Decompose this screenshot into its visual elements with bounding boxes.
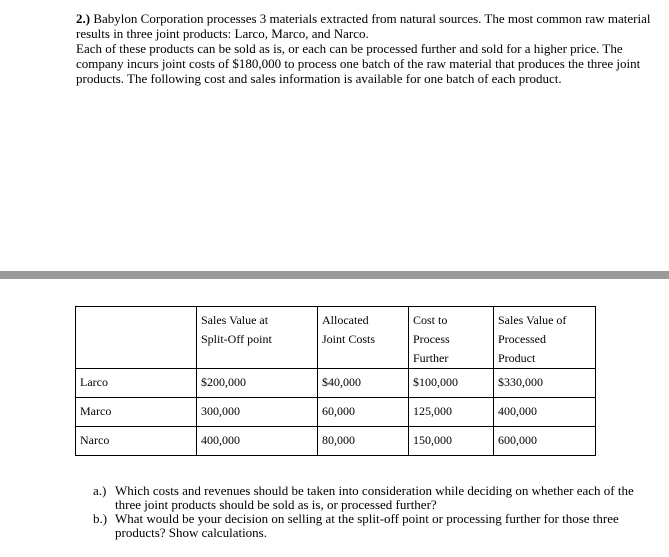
split-off-value: $200,000 [197,369,318,398]
header-line: Process [413,332,450,346]
question-text: Which costs and revenues should be taken into consideration while deciding on whether each of the three joint products should be sold as is, or processed further? [115,483,634,512]
problem-number: 2.) [76,11,91,26]
header-line: Split-Off point [201,332,272,346]
table-row [76,427,596,456]
question-item [93,484,653,512]
header-line: Product [498,351,536,365]
question-label: a.) [93,483,107,498]
joint-costs-value: 60,000 [318,398,409,427]
problem-intro [76,11,656,41]
split-off-value: 400,000 [197,427,318,456]
header-line: Further [413,351,449,365]
header-split-off [197,307,318,369]
header-cell-empty [76,307,197,369]
processed-value: $330,000 [494,369,596,398]
problem-statement [76,11,656,86]
processed-value: 600,000 [494,427,596,456]
split-off-value: 300,000 [197,398,318,427]
problem-detail: Each of these products can be sold as is, or each can be processed further and sold for a higher price. The company incurs joint costs of $180,000 to process one batch of the raw material that produces the three joint products. The following cost and sales information is available for one batch of each product. [76,41,641,86]
problem-intro-text: Babylon Corporation processes 3 materials extracted from natural sources. The most common raw material results in three joint products: Larco, Marco, and Narco. [76,11,651,41]
table-row [76,398,596,427]
header-line: Allocated [322,313,369,327]
question-item [93,512,653,540]
header-further-cost [409,307,494,369]
header-line: Joint Costs [322,332,376,346]
cost-sales-table [75,306,596,456]
question-list [93,484,653,540]
header-processed-value [494,307,596,369]
joint-costs-value: $40,000 [318,369,409,398]
table-header-row [76,307,596,369]
header-line: Sales Value at [201,313,269,327]
processed-value: 400,000 [494,398,596,427]
header-line: Processed [498,332,546,346]
product-name: Larco [76,369,197,398]
header-line: Cost to [413,313,448,327]
question-text: What would be your decision on selling at the split-off point or processing further for those three products? Show calculations. [115,511,619,540]
further-cost-value: 125,000 [409,398,494,427]
table-row [76,369,596,398]
joint-costs-value: 80,000 [318,427,409,456]
header-joint-costs [318,307,409,369]
product-name: Narco [76,427,197,456]
question-label: b.) [93,511,108,526]
section-divider [0,271,669,279]
header-line: Sales Value of [498,313,567,327]
further-cost-value: $100,000 [409,369,494,398]
further-cost-value: 150,000 [409,427,494,456]
product-name: Marco [76,398,197,427]
